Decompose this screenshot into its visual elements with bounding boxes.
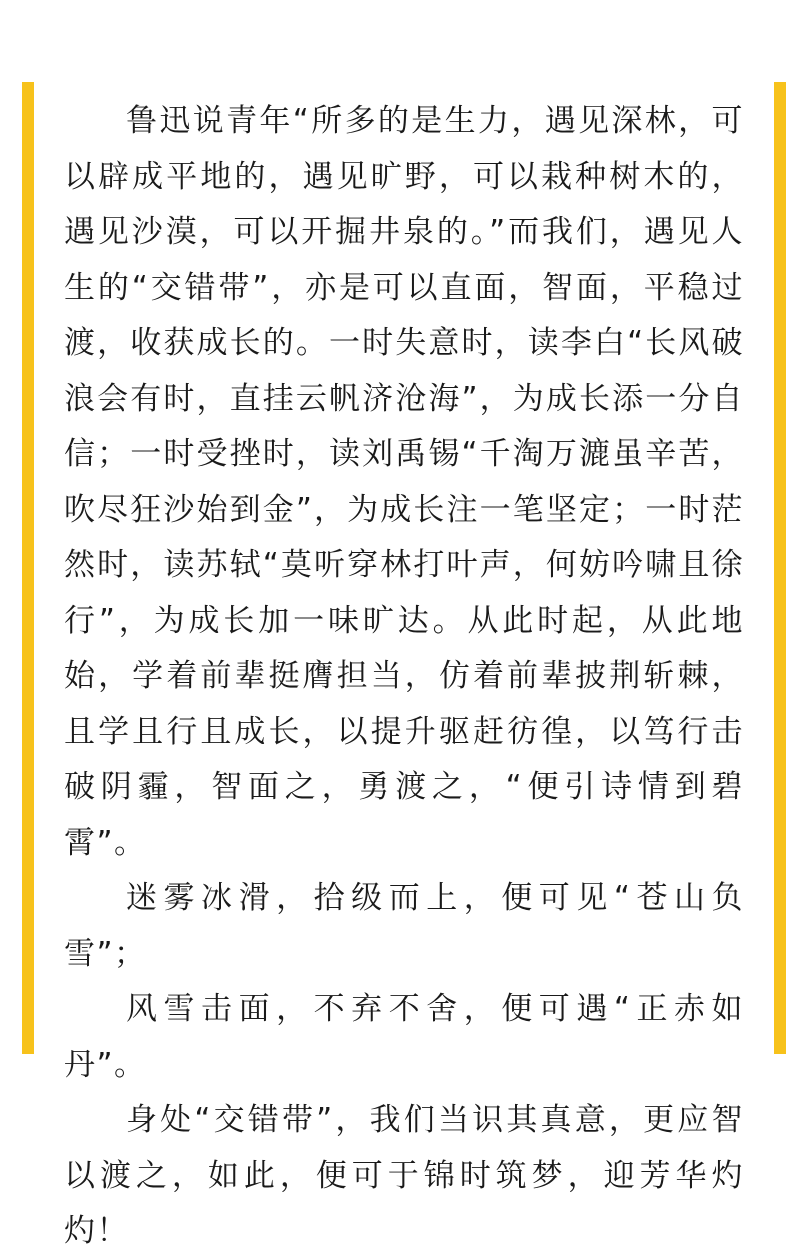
paragraph-2: 迷雾冰滑，拾级而上，便可见“苍山负雪”； — [64, 880, 744, 972]
paragraph-1: 鲁迅说青年“所多的是生力，遇见深林，可以辟成平地的，遇见旷野，可以栽种树木的，遇见沙漠，可以开掘井泉的。”而我们，遇见人生的“交错带”，亦是可以直面，智面，平稳过渡，收获成长的。一时失意时，读李白“长风破浪会有时，直挂云帆济沧海”，为成长添一分自信；一时受挫时，读刘禹锡“千淘万漉虽辛苦，吹尽狂沙始到金”，为成长注一笔坚定；一时茫然时，读苏轼“莫听穿林打叶声，何妨吟啸且徐行”，为成长加一味旷达。从此时起，从此地始，学着前辈挺膺担当，仿着前辈披荆斩棘，且学且行且成长，以提升驱赶彷徨，以笃行击破阴霾，智面之，勇渡之，“便引诗情到碧霄”。 — [64, 103, 744, 861]
paragraph-3: 风雪击面，不弃不舍，便可遇“正赤如丹”。 — [64, 991, 744, 1083]
paragraph-4: 身处“交错带”，我们当识其真意，更应智以渡之，如此，便可于锦时筑梦，迎芳华灼灼！ — [64, 1102, 744, 1249]
right-accent-bar — [774, 82, 786, 1054]
article-body — [64, 94, 744, 1260]
left-accent-bar — [22, 82, 34, 1054]
